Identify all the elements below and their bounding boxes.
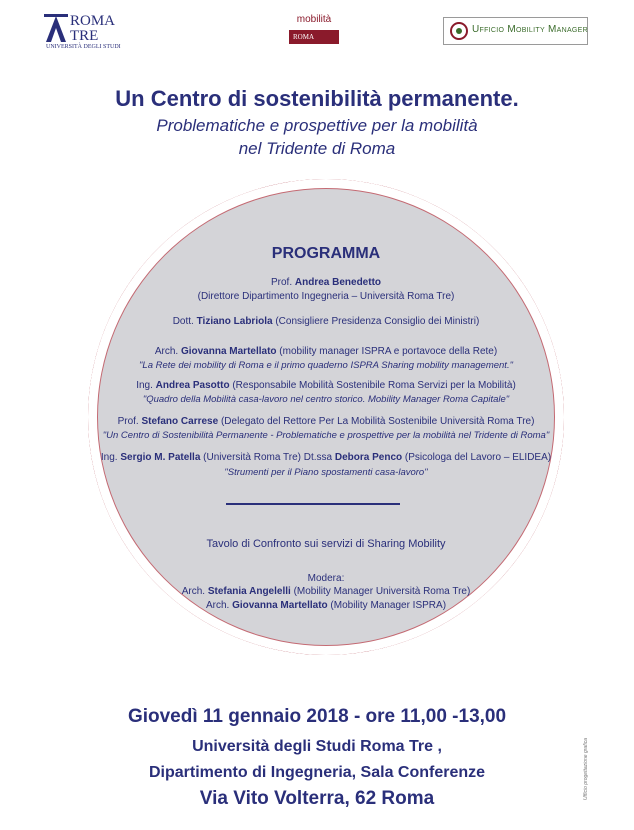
page-subtitle-line-2: nel Tridente di Roma	[238, 139, 396, 158]
program-divider	[226, 503, 400, 505]
speaker-prefix: Ing.	[100, 452, 121, 463]
speaker-name: Stefano Carrese	[141, 416, 219, 427]
round-table-title: Tavolo di Confronto sui servizi di Sharing Mobility	[206, 538, 446, 550]
speaker-role: (Università Roma Tre) Dt.ssa	[200, 452, 335, 463]
speaker-name: Sergio M. Patella	[120, 452, 201, 463]
moderator-name: Stefania Angelelli	[207, 586, 291, 597]
speaker-name: Andrea Benedetto	[294, 277, 382, 288]
page-subtitle-line-1: Problematiche e prospettive per la mobilità	[156, 116, 478, 135]
speaker-prefix: Dott.	[172, 316, 197, 327]
speaker-2	[60, 316, 592, 327]
roma-tre-name-1: ROMA	[70, 13, 116, 29]
mobilita-roma-logo	[285, 14, 343, 48]
roma-tre-emblem-icon	[44, 14, 68, 44]
graphic-credit: Ufficio progettazione grafica	[583, 738, 589, 800]
speaker-name-2: Debora Penco	[334, 452, 403, 463]
event-university: Università degli Studi Roma Tre ,	[192, 738, 442, 755]
speaker-4	[60, 380, 592, 391]
event-date: Giovedì 11 gennaio 2018 - ore 11,00 -13,00	[127, 706, 507, 727]
mobilita-bar-text: ROMA	[293, 33, 315, 41]
speaker-3	[60, 346, 592, 357]
speaker-name: Tiziano Labriola	[196, 316, 273, 327]
ufficio-mobility-manager-logo	[443, 17, 588, 45]
moderator-2	[60, 600, 592, 611]
moderator-1	[60, 586, 592, 597]
event-department: Dipartimento di Ingegneria, Sala Conferenze	[148, 764, 486, 781]
wheel-icon	[449, 21, 469, 41]
ufficio-label: Ufficio Mobility Manager	[472, 24, 588, 35]
speaker-prefix: Prof.	[270, 277, 295, 288]
program-heading: PROGRAMMA	[271, 245, 381, 262]
speaker-1	[60, 277, 592, 288]
speaker-role-2: (Psicologa del Lavoro – ELIDEA)	[402, 452, 552, 463]
speaker-prefix: Prof.	[117, 416, 142, 427]
page-title: Un Centro di sostenibilità permanente.	[115, 86, 519, 111]
speaker-5	[60, 416, 592, 427]
speaker-prefix: Ing.	[136, 380, 156, 391]
mobilita-label: mobilità	[296, 14, 332, 25]
roma-tre-logo	[44, 14, 129, 48]
moderator-role: (Mobility Manager ISPRA)	[327, 600, 447, 611]
speaker-role: (mobility manager ISPRA e portavoce della Rete)	[276, 346, 498, 357]
speaker-name: Giovanna Martellato	[180, 346, 277, 357]
moderator-label: Modera:	[307, 573, 345, 584]
speaker-6	[60, 452, 592, 463]
speaker-5-talk: "Un Centro di Sostenibilità Permanente - Problematiche e prospettive per la mobilità nel Tridente di Roma"	[102, 430, 550, 441]
speaker-6-talk: "Strumenti per il Piano spostamenti casa-lavoro"	[224, 467, 428, 478]
speaker-1-role: (Direttore Dipartimento Ingegneria – Università Roma Tre)	[197, 291, 455, 302]
roma-tre-subtitle: UNIVERSITÀ DEGLI STUDI	[46, 44, 121, 50]
moderator-prefix: Arch.	[205, 600, 233, 611]
moderator-name: Giovanna Martellato	[232, 600, 328, 611]
speaker-4-talk: "Quadro della Mobilità casa-lavoro nel centro storico. Mobility Manager Roma Capitale"	[142, 394, 510, 405]
speaker-3-talk: "La Rete dei mobility di Roma e il primo quaderno ISPRA Sharing mobility management."	[139, 360, 513, 371]
speaker-role: (Consigliere Presidenza Consiglio dei Ministri)	[272, 316, 480, 327]
event-address: Via Vito Volterra, 62 Roma	[199, 788, 435, 809]
moderator-prefix: Arch.	[181, 586, 208, 597]
speaker-role: (Delegato del Rettore Per La Mobilità Sostenibile Università Roma Tre)	[218, 416, 535, 427]
roma-tre-name-2: TRE	[70, 28, 99, 44]
moderator-role: (Mobility Manager Università Roma Tre)	[290, 586, 471, 597]
speaker-role: (Responsabile Mobilità Sostenibile Roma Servizi per la Mobilità)	[229, 380, 516, 391]
mobilita-bar	[289, 30, 339, 44]
speaker-name: Andrea Pasotto	[155, 380, 230, 391]
speaker-prefix: Arch.	[154, 346, 181, 357]
